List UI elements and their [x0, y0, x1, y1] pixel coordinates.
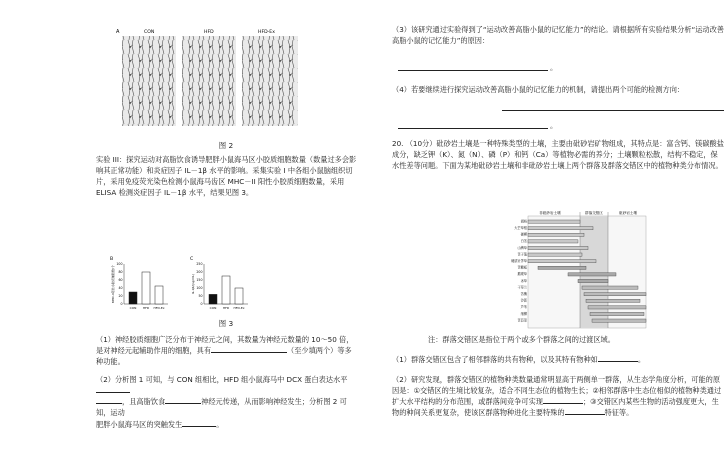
species-bar — [528, 233, 584, 236]
bar — [222, 276, 230, 304]
bar — [235, 288, 243, 304]
species-label: 苦槐 — [520, 292, 527, 296]
question-1-text-b: （至少填两个）等多种功能。 — [96, 346, 352, 367]
tick-label: 50 — [198, 294, 203, 299]
panel-label-hfd: HFD — [204, 30, 214, 35]
species-label: 芦苇 — [520, 305, 527, 310]
answer-blank-20-2b[interactable] — [565, 407, 605, 415]
panel-c-letter: C — [190, 257, 194, 262]
question-20-2-text-b: ；③交错区内某些生物的活动强度更大，生物的种间关系更复杂，使该区群落物种进化主要特殊的 — [392, 397, 719, 418]
header-ecotone: 群落交错区 — [585, 211, 603, 215]
species-bar — [568, 273, 616, 276]
answer-line-3[interactable] — [398, 70, 548, 71]
question-20-stem: 20. （10分）砒砂岩土壤是一种特殊类型的土壤，主要由砒砂岩矿物组成，其特点是：富含钙、镁碳酸盐成分，缺乏钾（K）、氮（N）、磷（P）和钙（Ca）等植物必需的养分；土壤颗粒松散，结构不稳定，保水性差等问题。下面为某地砒砂岩土壤和非砒砂岩土壤上两个群落及群落交错区中的植物种类分布情况。 — [392, 139, 724, 171]
chart-b — [110, 262, 168, 310]
category-label: HFD-Ex — [233, 306, 245, 310]
species-bar — [578, 279, 608, 282]
bar — [129, 292, 137, 304]
tick-label: 100 — [196, 286, 203, 291]
question-2-text-b: ，且高脂饮食 — [122, 397, 166, 407]
question-3 — [392, 24, 724, 46]
species-bar — [538, 266, 586, 269]
answer-blank-2b[interactable] — [96, 396, 122, 404]
species-bar — [528, 220, 580, 223]
species-label: 冰草 — [520, 278, 527, 283]
question-4 — [392, 84, 724, 95]
chart-c — [191, 262, 248, 310]
tick-label: 0 — [200, 302, 203, 307]
question-20-1-text: （1）群落交错区包含了相邻群落的共有物种，以及其特有物种如 — [392, 355, 598, 364]
species-label: 山稗草 — [517, 245, 527, 250]
question-2-text-e: 。 — [216, 419, 224, 429]
header-non-sandstone: 非砒砂岩土壤 — [539, 211, 561, 215]
question-4-text: （4）若要继续进行探究运动改善高脂小鼠的记忆能力的机制，请提出两个可能的检测方向： — [392, 85, 685, 94]
tick-label: 150 — [196, 278, 203, 283]
question-2-text-c: 神经元传递，从而影响神经发生；分析图 2 可知，运动 — [96, 397, 347, 418]
species-bar — [584, 293, 646, 296]
tick-label: 250 — [196, 262, 203, 267]
answer-blank-20-1[interactable] — [598, 354, 638, 362]
panel-label-con: CON — [144, 30, 155, 35]
experiment-3-text: 实验 III：探究运动对高脂饮食诱导肥胖小鼠海马区小胶质细胞数量（数量过多会影响其正常功能）和炎症因子 IL－1β 水平的影响。采集实验 I 中各组小鼠脑组织切片，采用免疫荧光染色检测小鼠海马齿区 MHC－II 阳性小胶质细胞数量，采用 ELISA 检测炎症因子 IL－1β 水平，结果见图 3。 — [96, 155, 357, 198]
category-label: CON — [129, 306, 137, 310]
question-20-2-text-a: （2）研究发现，群落交错区的植物种类数量通常明显高于两侧单一群落，从生态学角度分析，可能的原因是：①交错区的生境比较复杂，适合不同生态位的植物生长；②相邻群落中生态位相似的植物种类通过扩大水平结构的分布范围，或群落间竞争可实现 — [392, 375, 722, 407]
answer-blank-20-2a[interactable] — [543, 396, 583, 404]
answer-blank-2c[interactable] — [165, 396, 201, 404]
species-bar — [528, 253, 582, 256]
question-20-note: 注：群落交错区是指位于两个或多个群落之间的过渡区域。 — [428, 335, 615, 344]
species-distribution-chart — [498, 208, 650, 330]
species-label: 鹅观草 — [517, 272, 527, 277]
panel-label-hfd-ex: HFD-Ex — [258, 30, 275, 35]
question-3-text: （3）该研究通过实验得到了“运动改善高脂小鼠的记忆能力”的结论。请根据所有实验结果分析“运动改善高脂小鼠的记忆能力”的原因： — [392, 25, 724, 46]
species-label: 细柳 — [520, 311, 527, 316]
answer-line-4a[interactable] — [502, 110, 724, 111]
question-20-2 — [392, 374, 724, 419]
question-1-text-a: （1）神经胶质细胞广泛分布于神经元之间，其数量为神经元数量的 10～50 倍，是对神经元起辅助作用的细胞，具有 — [96, 335, 354, 356]
question-2 — [96, 374, 358, 430]
species-bar — [582, 286, 638, 289]
tick-label: 200 — [196, 270, 203, 275]
category-label: HFD — [142, 306, 150, 310]
header-sandstone: 砒砂岩土壤 — [619, 211, 637, 215]
panel-letter: A — [116, 29, 120, 35]
left-column — [96, 0, 358, 471]
species-label: 干草兰 — [517, 285, 527, 290]
tick-label: 20 — [118, 294, 123, 299]
species-label: 硬柳 — [520, 232, 527, 237]
species-label: 白茎 — [520, 239, 527, 244]
answer-blank-1[interactable] — [211, 345, 287, 353]
panel-hfd — [182, 29, 236, 126]
question-2-text-a: （2）分析图 1 可知，与 CON 组相比，HFD 组小鼠海马中 DCX 蛋白表达水平 — [96, 375, 348, 384]
question-3-end: 。 — [550, 63, 558, 72]
right-column — [392, 0, 724, 471]
question-20-1 — [392, 354, 724, 365]
question-20-1-end: 。 — [637, 355, 646, 364]
species-bar — [528, 240, 578, 243]
figure-2-caption: 图 2 — [218, 141, 234, 150]
bar — [155, 286, 163, 304]
panel-b-letter: B — [110, 257, 114, 262]
tick-label: 0 — [120, 302, 123, 307]
tick-label: 80 — [118, 270, 123, 275]
tick-label: 60 — [118, 278, 123, 283]
answer-blank-2d[interactable] — [182, 419, 216, 427]
species-label: 沙蒿 — [520, 298, 527, 303]
category-label: HFD — [222, 306, 230, 310]
species-bar — [528, 246, 588, 249]
species-label: 苦苣菜 — [517, 318, 527, 323]
y-axis-label: IL-1β/(pg/mL) — [191, 273, 195, 295]
question-4-end: 。 — [550, 121, 558, 130]
panel-hfd-ex — [242, 29, 298, 126]
tick-label: 100 — [116, 262, 123, 267]
answer-line-4b[interactable] — [398, 128, 548, 129]
y-axis-label: MHC-II阳性小胶质细胞数/个 — [111, 265, 115, 303]
species-bar — [588, 306, 646, 309]
panel-con — [122, 29, 176, 126]
species-bar — [592, 319, 646, 322]
species-label: 大芒草根 — [514, 226, 527, 230]
question-1 — [96, 334, 358, 367]
answer-blank-2a[interactable] — [96, 385, 130, 393]
species-bar — [586, 299, 640, 302]
species-label: 硬质针茅草 — [511, 259, 527, 263]
species-bar — [590, 312, 644, 315]
species-label: 胡杨 — [520, 219, 527, 224]
figure-3-charts — [104, 254, 344, 318]
category-label: CON — [209, 306, 217, 310]
bar — [142, 272, 150, 304]
species-label: 苦糠板 — [517, 265, 527, 270]
category-label: HFD-Ex — [153, 306, 165, 310]
species-bar — [528, 227, 593, 230]
bar — [209, 294, 217, 304]
tick-label: 40 — [118, 286, 123, 291]
figure-3-caption: 图 3 — [218, 319, 234, 328]
species-label: 苦子蓬 — [517, 252, 527, 257]
question-2-text-d: 肥胖小鼠海马区的突触发生 — [96, 419, 183, 429]
species-bar — [528, 260, 596, 263]
figure-2-micrographs — [116, 26, 306, 130]
question-20-2-text-c: 特征等。 — [604, 408, 634, 418]
